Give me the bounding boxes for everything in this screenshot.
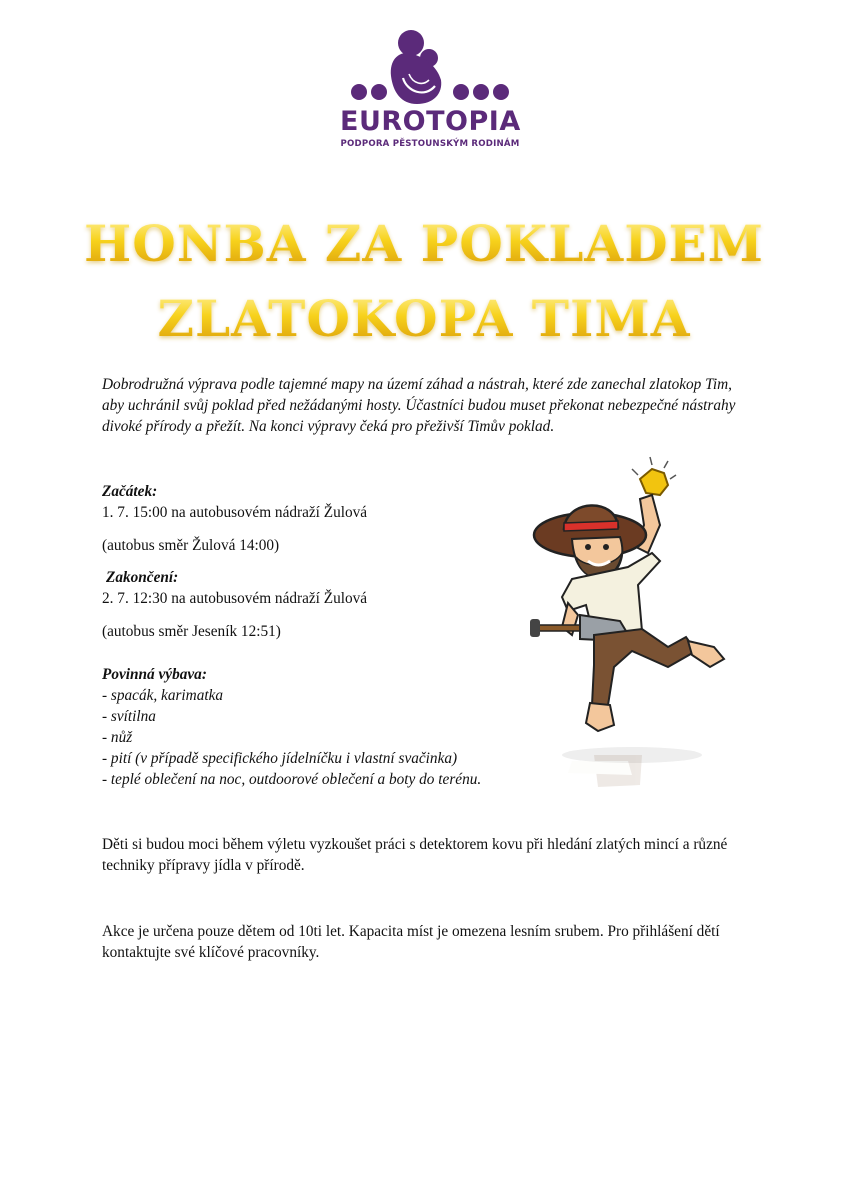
equipment-item: - spacák, karimatka <box>102 687 224 704</box>
note-paragraph: Akce je určena pouze dětem od 10ti let. Kapacita míst je omezena lesním srubem. Pro přihlášení dětí kontaktujte své klíčové pracovníky. <box>102 923 720 961</box>
equipment-heading: Povinná výbava: <box>102 666 207 683</box>
equipment-item: - teplé oblečení na noc, outdoorové oblečení a boty do terénu. <box>102 771 482 788</box>
start-line: 1. 7. 15:00 na autobusovém nádraží Žulová <box>102 504 368 521</box>
title-line-2: ZLATOKOPA TIMA <box>0 289 848 348</box>
equipment-item: - nůž <box>102 729 133 746</box>
end-bus: (autobus směr Jeseník 12:51) <box>102 623 281 640</box>
equipment-item: - pití (v případě specifického jídelníčku i vlastní svačinka) <box>102 750 458 767</box>
gold-nugget-icon <box>632 457 676 495</box>
start-heading: Začátek: <box>102 483 158 500</box>
start-bus: (autobus směr Žulová 14:00) <box>102 537 280 554</box>
end-line: 2. 7. 12:30 na autobusovém nádraží Žulová <box>102 590 368 607</box>
end-heading: Zakončení: <box>106 569 179 586</box>
family-icon <box>345 28 515 106</box>
logo-subtitle: PODPORA PĚSTOUNSKÝM RODINÁM <box>340 139 520 149</box>
eurotopia-logo <box>340 28 520 158</box>
equipment-list <box>102 685 481 790</box>
gold-digger-illustration <box>528 455 736 825</box>
activities-paragraph: Děti si budou moci během výletu vyzkoušet práci s detektorem kovu při hledání zlatých mincí a různé techniky přípravy jídla v přírodě. <box>102 836 728 874</box>
logo-name: EUROTOPIA <box>340 106 521 137</box>
intro-paragraph: Dobrodružná výprava podle tajemné mapy na území záhad a nástrah, které zde zanechal zlatokop Tim, aby uchránil svůj poklad před nežádanými hosty. Účastníci budou muset překonat nebezpečné nástrahy divoké přírody a přežít. Na konci výpravy čeká pro přeživší Timův poklad. <box>102 376 736 435</box>
equipment-item: - svítilna <box>102 708 156 725</box>
title-line-1: HONBA ZA POKLADEM <box>0 214 848 273</box>
